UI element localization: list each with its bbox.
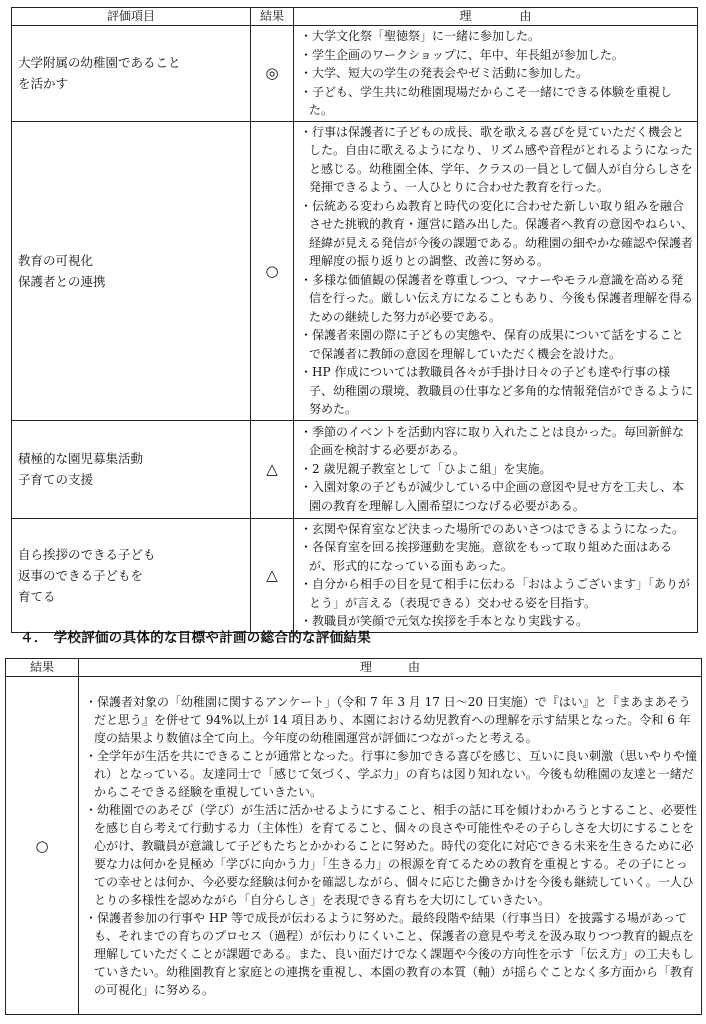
eval-item-line: 自ら挨拶のできる子ども [18,546,156,562]
overall-table-header [6,659,702,677]
reason-bullet: ・子ども、学生共に幼稚園現場だからこそ一緒にできる体験を重視した。 [300,84,673,117]
reason-bullet: ・2 歳児親子教室として「ひよこ組」を実施。 [300,461,552,476]
eval-result: ○ [251,121,294,420]
table-row [12,121,698,420]
evaluation-table [11,7,698,633]
eval-item [12,121,251,420]
eval-item-line: を活かす [18,76,69,92]
reason-bullet: ・保護者参加の行事や HP 等で成長が伝わるように努めた。最終段階や結果（行事当日）を披露する場があっても、それまでの育ちのプロセス（過程）が伝わりにくいこと、保護者の意見や考えを汲み取りつつ教育的観点を理解していただくことが課題である。また、良い面だけでなく課題や今後の方向性を示す「伝え方」の工夫もしていきたい。幼稚園教育と家庭との連携を重視し、本園の教育の本質（軸）が揺らぐことなく多方面から「教育の可視化」に努める。 [85,910,695,997]
reason-bullet: ・季節のイベントを活動内容に取り入れたことは良かった。毎回新鮮な企画を検討する必要がある。 [300,424,685,458]
reason-bullet: ・多様な価値観の保護者を尊重しつつ、マナーやモラル意識を高める発信を行った。厳しい伝え方になることもあり、今後も保護者理解を得るための継続した努力が必要である。 [300,272,694,324]
eval-item-line: 大学附属の幼稚園であること [18,55,181,71]
header-reason: 理 由 [294,8,698,26]
section-heading [20,626,377,646]
eval-item-line: 育てる [18,588,56,604]
table-row [12,420,698,518]
reason-bullet: ・学生企画のワークショップに、年中、年長組が参加した。 [300,47,624,62]
header-result: 結果 [251,8,294,26]
reason-bullet: ・玄関や保育室など決まった場所でのあいさつはできるようになった。 [300,521,685,536]
eval-item-line: 保護者との連携 [18,273,106,289]
eval-reason [294,420,698,518]
overall-evaluation-table [5,658,702,1015]
eval-reason [294,121,698,420]
eval-item [12,518,251,632]
reason-bullet: ・各保育室を回る挨拶運動を実施。意欲をもって取り組めた面はあるが、形式的になっている面もあった。 [300,540,673,573]
eval-item [12,420,251,518]
reason-bullet: ・入園対象の子どもが減少している中企画の意図や見せ方を工夫し、本園の教育を理解し入園希望につなげる必要がある。 [300,480,685,513]
eval-result: △ [251,518,294,632]
reason-bullet: ・大学文化祭「聖徳祭」に一緒に参加した。 [300,29,541,43]
eval-reason [294,518,698,632]
reason-bullet: ・HP 作成については教職員各々が手掛け日々の子ども達や行事の様子、幼稚園の環境、教職員の仕事など多角的な情報発信ができるように努めた。 [300,365,694,416]
evaluation-table-header [12,8,698,26]
table-row [12,518,698,632]
eval-item-line: 積極的な園児募集活動 [18,451,144,466]
overall-reason [79,677,702,1015]
header-item: 評価項目 [12,8,251,26]
header-reason: 理 由 [79,659,702,677]
reason-bullet: ・教職員が笑顔で元気な挨拶を手本となり実践する。 [300,614,589,628]
section-title: 学校評価の具体的な目標や計画の総合的な評価結果 [53,630,372,646]
reason-bullet: ・全学年が生活を共にできることが通常となった。行事に参加できる喜びを感じ、互いに良い刺激（思いやりや憧れ）となっている。友達同士で「感じて気づく、学ぶ力」の育ちは図り知れない。今後も幼稚園の友達と一緒だからこそできる経験を重視していきたい。 [85,748,698,799]
reason-bullet: ・大学、短大の学生の発表会やゼミ活動に参加した。 [300,66,589,80]
eval-item-line: 教育の可視化 [18,252,94,268]
section-number: ４． [20,630,48,646]
eval-result: △ [251,420,294,518]
reason-bullet: ・自分から相手の目を見て相手に伝わる「おはようございます」「ありがとう」が言える（表現できる）交わせる姿を目指す。 [300,577,691,610]
eval-item-line: 返事のできる子どもを [18,567,144,583]
header-result: 結果 [6,659,79,677]
reason-bullet: ・幼稚園でのあそび（学び）が生活に活かせるようにすること、相手の話に耳を傾けわかろうとすること、必要性を感じ自ら考えて行動する力（主体性）を育てること、個々の良さや可能性やその子らしさを大切にすることを心がけ、教職員が意識して子どもたちとかかわることに努めた。時代の変化に対応できる未来を生きるために必要な力は何かを見極め「学びに向かう力」「生きる力」の根源を育てるための教育を重視とする。その子にとっての幸せとは何か、今必要な経験は何かを確認しながら、個々に応じた働きかけを今後も継続していく。一人ひとりの多様性を認めながら「自分らしさ」を表現できる育ちを大切にしていきたい。 [85,802,698,907]
eval-result: ◎ [251,26,294,122]
eval-item-line: 子育ての支援 [18,472,94,487]
reason-bullet: ・伝統ある変わらぬ教育と時代の変化に合わせた新しい取り組みを融合させた挑戦的教育・運営に踏み出した。保護者へ教育の意図やねらい、経緯が見える発信が今後の課題である。幼稚園の細やかな確認や保護者理解度の振り返りとの調整、改善に努める。 [300,198,694,268]
reason-bullet: ・保護者対象の「幼稚園に関するアンケート」（令和 7 年 3 月 17 日～20 日実施）で『はい』と『まあまあそうだと思う』を併せて 94%以上が 14 項目あり、本園における幼児教育への理解を示す結果となった。令和 6 年度の結果より数値は全て向上。今年度の幼稚園運営が評価につながったと考える。 [85,694,691,745]
eval-reason [294,26,698,122]
table-row [12,26,698,122]
eval-item [12,26,251,122]
table-row [6,677,702,1015]
reason-bullet: ・保護者来園の際に子どもの実態や、保育の成果について話をすることで保護者に教師の意図を理解していただく機会を設けた。 [300,328,684,361]
overall-result: ○ [6,677,79,1015]
reason-bullet: ・行事は保護者に子どもの成長、歌を歌える喜びを見ていただく機会とした。自由に歌えるようになり、リズム感や音程がとれるようになったと感じる。幼稚園全体、学年、クラスの一員として個人が自分らしさを発揮できるよう、一人ひとりに合わせた教育を行った。 [300,124,693,194]
